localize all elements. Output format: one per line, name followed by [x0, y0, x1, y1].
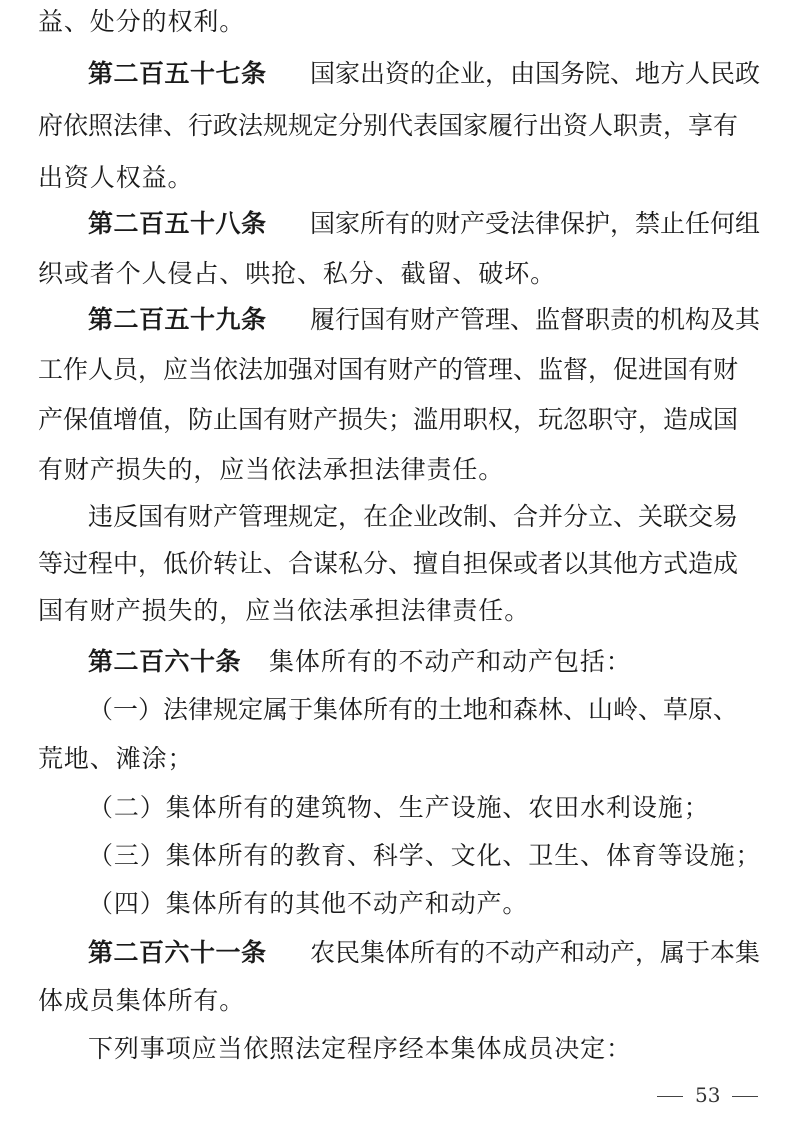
article-260-line: 第二百六十条 集体所有的不动产和动产包括： [88, 647, 632, 676]
article-heading: 第二百五十七条 [88, 59, 267, 88]
dash-right [732, 1096, 758, 1097]
text-line: 出资人权益。 [38, 163, 194, 192]
text-line: 体成员集体所有。 [38, 986, 246, 1015]
page-number [645, 1082, 770, 1108]
article-heading: 第二百五十九条 [88, 305, 267, 334]
page-number-value: 53 [695, 1083, 721, 1107]
article-257-line: 第二百五十七条 国家出资的企业，由国务院、地方人民政 [88, 59, 760, 88]
text-line: 违反国有财产管理规定，在企业改制、合并分立、关联交易 [88, 502, 739, 531]
dash-left [657, 1096, 683, 1097]
text-line: 产保值增值，防止国有财产损失；滥用职权，玩忽职守，造成国 [38, 405, 739, 434]
article-heading: 第二百五十八条 [88, 209, 267, 238]
text-line: 有财产损失的，应当依法承担法律责任。 [38, 455, 505, 484]
article-heading: 第二百六十条 [88, 647, 242, 676]
list-item: （一）法律规定属于集体所有的土地和森林、山岭、草原、 [88, 695, 739, 724]
text-line: 工作人员，应当依法加强对国有财产的管理、监督，促进国有财 [38, 355, 739, 384]
list-item: （三）集体所有的教育、科学、文化、卫生、体育等设施； [88, 841, 762, 870]
article-259-line: 第二百五十九条 履行国有财产管理、监督职责的机构及其 [88, 305, 760, 334]
text-line: 织或者个人侵占、哄抢、私分、截留、破坏。 [38, 259, 557, 288]
text-line: 荒地、滩涂； [38, 744, 194, 773]
text-line: 益、处分的权利。 [38, 7, 246, 36]
article-258-line: 第二百五十八条 国家所有的财产受法律保护，禁止任何组 [88, 209, 760, 238]
text-line: 等过程中，低价转让、合谋私分、擅自担保或者以其他方式造成 [38, 549, 739, 578]
article-261-line: 第二百六十一条 农民集体所有的不动产和动产，属于本集 [88, 938, 760, 967]
list-item: （二）集体所有的建筑物、生产设施、农田水利设施； [88, 793, 710, 822]
text-line: 府依照法律、行政法规规定分别代表国家履行出资人职责，享有 [38, 111, 739, 140]
text-line: 国有财产损失的，应当依法承担法律责任。 [38, 596, 531, 625]
text-line: 下列事项应当依照法定程序经本集体成员决定： [88, 1034, 632, 1063]
article-heading: 第二百六十一条 [88, 938, 267, 967]
list-item: （四）集体所有的其他不动产和动产。 [88, 889, 529, 918]
